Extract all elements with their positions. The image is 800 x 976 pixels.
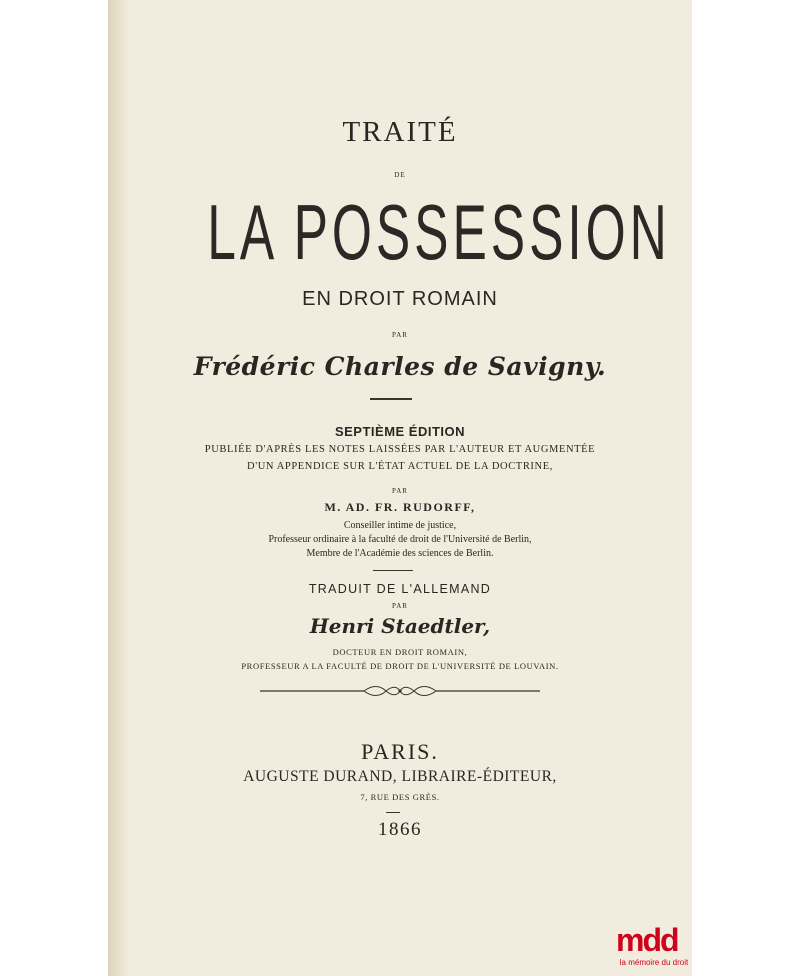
publication-note-line1: PUBLIÉE D'APRÈS LES NOTES LAISSÉES PAR L'AUTEUR ET AUGMENTÉE xyxy=(204,444,596,455)
publication-note-line2: D'UN APPENDICE SUR L'ÉTAT ACTUEL DE LA DOCTRINE, xyxy=(247,461,553,472)
publication-year: 1866 xyxy=(378,819,422,840)
edition-label: SEPTIÈME ÉDITION xyxy=(334,424,466,439)
divider-rule xyxy=(386,812,400,813)
publisher-address: 7, RUE DES GRÈS. xyxy=(360,792,440,802)
translator-name: Henri Staedtler, xyxy=(309,614,491,638)
watermark-logo xyxy=(612,924,698,972)
editor-name: M. AD. FR. RUDORFF, xyxy=(324,500,476,514)
divider-rule xyxy=(370,398,412,400)
logo-tagline: la mémoire du droit xyxy=(619,958,689,967)
translator-title-line1: DOCTEUR EN DROIT ROMAIN, xyxy=(332,647,468,657)
ornament-divider xyxy=(260,684,540,698)
par-label: PAR xyxy=(392,602,408,610)
logo-mark: mdd xyxy=(616,922,678,958)
par-label: PAR xyxy=(392,487,408,495)
publisher-name: AUGUSTE DURAND, LIBRAIRE-ÉDITEUR, xyxy=(243,768,557,785)
author-name: Frédéric Charles de Savigny. xyxy=(193,352,607,381)
title-main: LA POSSESSION xyxy=(207,188,671,276)
editor-title-line1: Conseiller intime de justice, xyxy=(343,520,457,531)
divider-rule xyxy=(373,570,413,571)
title-de: DE xyxy=(394,171,406,179)
par-label: PAR xyxy=(392,331,408,339)
title-traite: TRAITÉ xyxy=(342,116,458,148)
editor-title-line2: Professeur ordinaire à la faculté de droit de l'Université de Berlin, xyxy=(268,534,532,545)
publisher-city: PARIS. xyxy=(361,739,439,764)
book-page xyxy=(108,0,692,976)
translated-label: TRADUIT DE L'ALLEMAND xyxy=(308,582,492,596)
editor-title-line3: Membre de l'Académie des sciences de Berlin. xyxy=(306,548,494,559)
title-subtitle: EN DROIT ROMAIN xyxy=(302,288,498,310)
translator-title-line2: PROFESSEUR A LA FACULTÉ DE DROIT DE L'UNIVERSITÉ DE LOUVAIN. xyxy=(241,661,559,671)
